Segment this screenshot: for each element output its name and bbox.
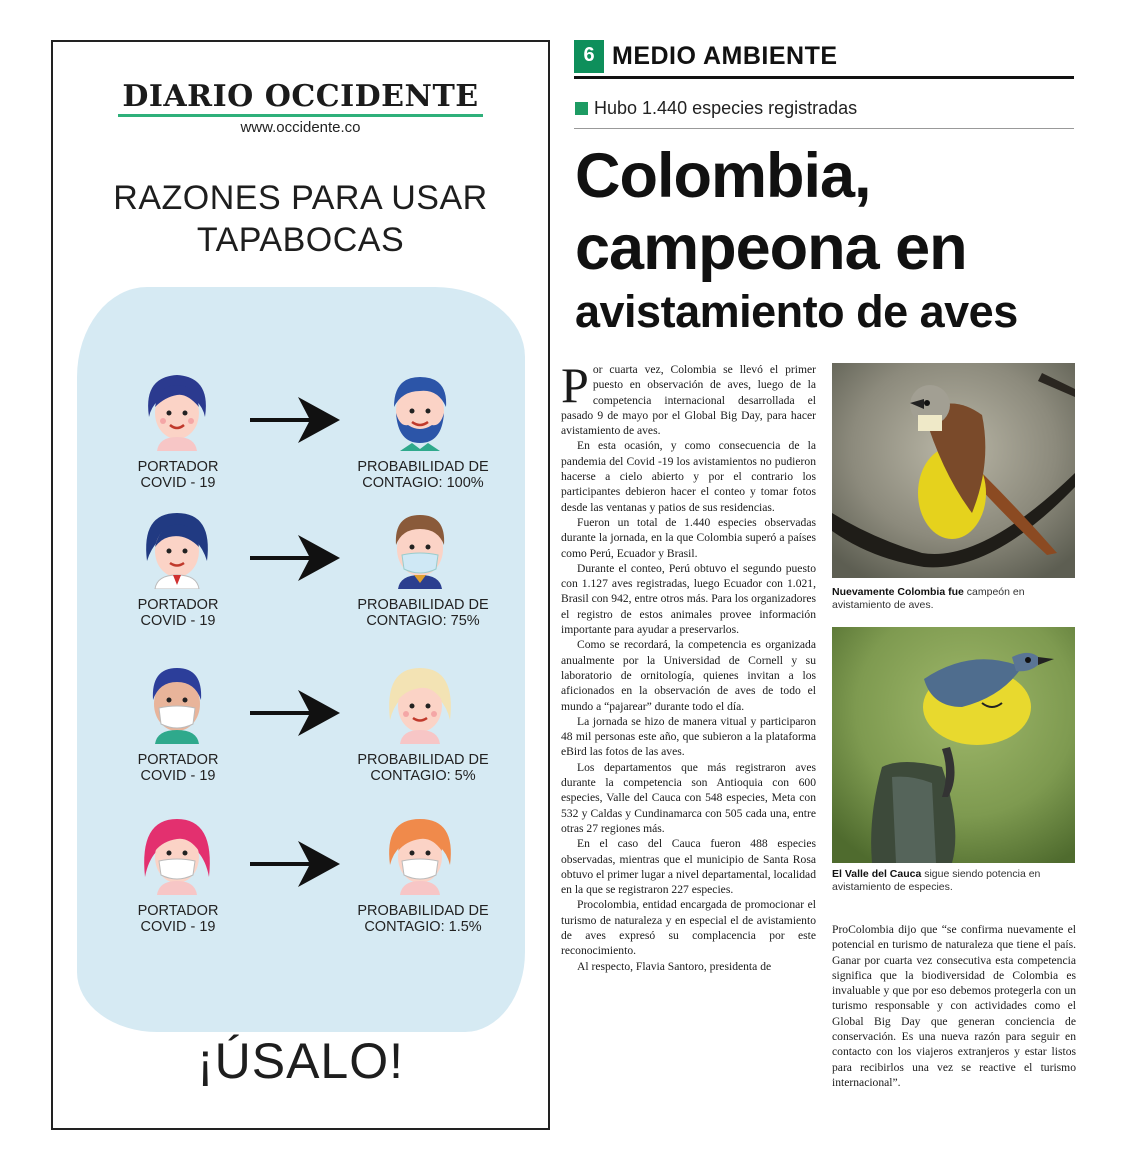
arrow-right-icon xyxy=(250,690,340,736)
arrow-right-icon xyxy=(250,841,340,887)
paragraph: Durante el conteo, Perú obtuvo el segundo puesto con 1.127 aves registradas, luego Ecuador con 1.021, Brasil con 942, entre otros más. Para los organizadores el registro de estos animales provee información importante para ayudar a preservarlos. xyxy=(561,561,816,637)
headline xyxy=(575,140,1085,340)
headline-line3: avistamiento de aves xyxy=(575,286,1018,337)
ad-row-2 xyxy=(53,505,552,645)
probability-label-4: PROBABILIDAD DE CONTAGIO: 1.5% xyxy=(357,903,489,935)
section-header xyxy=(574,40,1074,79)
divider xyxy=(574,128,1074,129)
dropcap: P xyxy=(561,357,589,413)
page-number: 6 xyxy=(574,40,604,73)
paragraph: ProColombia dijo que “se confirma nuevamente el potencial en turismo de naturaleza que tiene el país. Ganar por cuarta vez consecutiva esta competencia significa que la biodiversidad de Colombia es invaluable y que por eso debemos protegerla con un turismo responsable y con actividades como el Global Big Day que generan conciencia de conservación. Es una nueva razón para seguir en contacto con los viajeros extranjeros y estar listos para recibirlos una vez se reactive el turismo internacional”. xyxy=(832,923,1076,1089)
caption-2: El Valle del Cauca sigue siendo potencia en avistamiento de especies. xyxy=(832,868,1041,893)
probability-label-1: PROBABILIDAD DE CONTAGIO: 100% xyxy=(357,459,489,491)
logo-url: www.occidente.co xyxy=(240,119,361,136)
logo-name: DIARIO OCCIDENTE xyxy=(118,80,482,117)
masked-carrier-icon xyxy=(135,660,219,744)
article-column-1 xyxy=(561,357,816,974)
ad-row-4 xyxy=(53,811,552,951)
caption-1: Nuevamente Colombia fue campeón en avistamiento de aves. xyxy=(832,586,1025,611)
carrier-label-3: PORTADOR COVID - 19 xyxy=(137,752,219,784)
paragraph: Fueron un total de 1.440 especies observadas durante la jornada, en la que Colombia superó a países como Perú, Ecuador y Brasil. xyxy=(561,515,816,560)
newspaper-logo xyxy=(53,80,548,136)
headline-line1: Colombia, xyxy=(575,141,871,211)
section-title: MEDIO AMBIENTE xyxy=(612,42,838,70)
green-square-icon xyxy=(575,102,588,115)
orange-hair-masked-icon xyxy=(378,811,462,895)
pink-hair-carrier-icon xyxy=(135,811,219,895)
blonde-woman-icon xyxy=(378,660,462,744)
tapabocas-ad xyxy=(51,40,550,1130)
probability-label-2: PROBABILIDAD DE CONTAGIO: 75% xyxy=(357,597,489,629)
photo-flycatcher xyxy=(832,363,1075,578)
ad-row-1 xyxy=(53,367,552,507)
bearded-man-icon xyxy=(378,367,462,451)
probability-label-3: PROBABILIDAD DE CONTAGIO: 5% xyxy=(357,752,489,784)
ad-title-line1: RAZONES PARA USAR xyxy=(113,179,488,217)
kicker: Hubo 1.440 especies registradas xyxy=(575,98,857,119)
article-column-2 xyxy=(832,922,1076,1090)
headline-line2: campeona en xyxy=(575,213,967,283)
woman-carrier-icon xyxy=(135,367,219,451)
arrow-right-icon xyxy=(250,535,340,581)
paragraph: En el caso del Cauca fueron 488 especies observadas, mientras que el municipio de Santa Rosa obtuvo el primer lugar a nivel departamental, localidad en la que se registraron 227 especies. xyxy=(561,837,816,897)
carrier-label-2: PORTADOR COVID - 19 xyxy=(137,597,219,629)
carrier-label-4: PORTADOR COVID - 19 xyxy=(137,903,219,935)
paragraph: Procolombia, entidad encargada de promocionar el turismo de naturaleza y en especial el de avistamiento de aves expresó su complacencia por este reconocimiento. xyxy=(561,898,816,958)
photo-warbler xyxy=(832,627,1075,863)
paragraph: Al respecto, Flavia Santoro, presidenta de xyxy=(577,959,772,973)
masked-man-icon xyxy=(378,505,462,589)
arrow-right-icon xyxy=(250,397,340,443)
paragraph: La jornada se hizo de manera vitual y participaron 48 mil personas este año, que subieron a la plataforma eBird las fotos de las aves. xyxy=(561,714,816,759)
ad-title xyxy=(53,177,548,261)
ad-footer: ¡ÚSALO! xyxy=(196,1033,405,1089)
paragraph: Los departamentos que más registraron aves durante la competencia son Antioquia con 600 especies, Valle del Cauca con 548 especies, Meta con 532 y Caldas y Cundinamarca con 505 cada una, entre otras 27 regiones más. xyxy=(561,760,816,835)
paragraph: En esta ocasión, y como consecuencia de la pandemia del Covid -19 los avistamientos no pudieron hacerse a cielo abierto y por el contrario los participantes debieron hacer el conteo y tomar fotos desde las ventanas y patios de sus residencias. xyxy=(561,439,816,514)
carrier-label-1: PORTADOR COVID - 19 xyxy=(137,459,219,491)
ad-row-3 xyxy=(53,660,552,800)
paragraph: Por cuarta vez, Colombia se llevó el primer puesto en observación de aves, luego de la competencia internacional desarrollada el pasado 9 de mayo por el Global Big Day, para hacer avistamiento de aves. xyxy=(561,357,816,438)
paragraph: Como se recordará, la competencia es organizada anualmente por la Universidad de Cornell y su laboratorio de ornitología, quienes invitan a los aficionados en la observación de aves de todo el mundo a “pajarear” durante todo el día. xyxy=(561,638,816,713)
ad-title-line2: TAPABOCAS xyxy=(196,221,405,259)
doctor-carrier-icon xyxy=(135,505,219,589)
